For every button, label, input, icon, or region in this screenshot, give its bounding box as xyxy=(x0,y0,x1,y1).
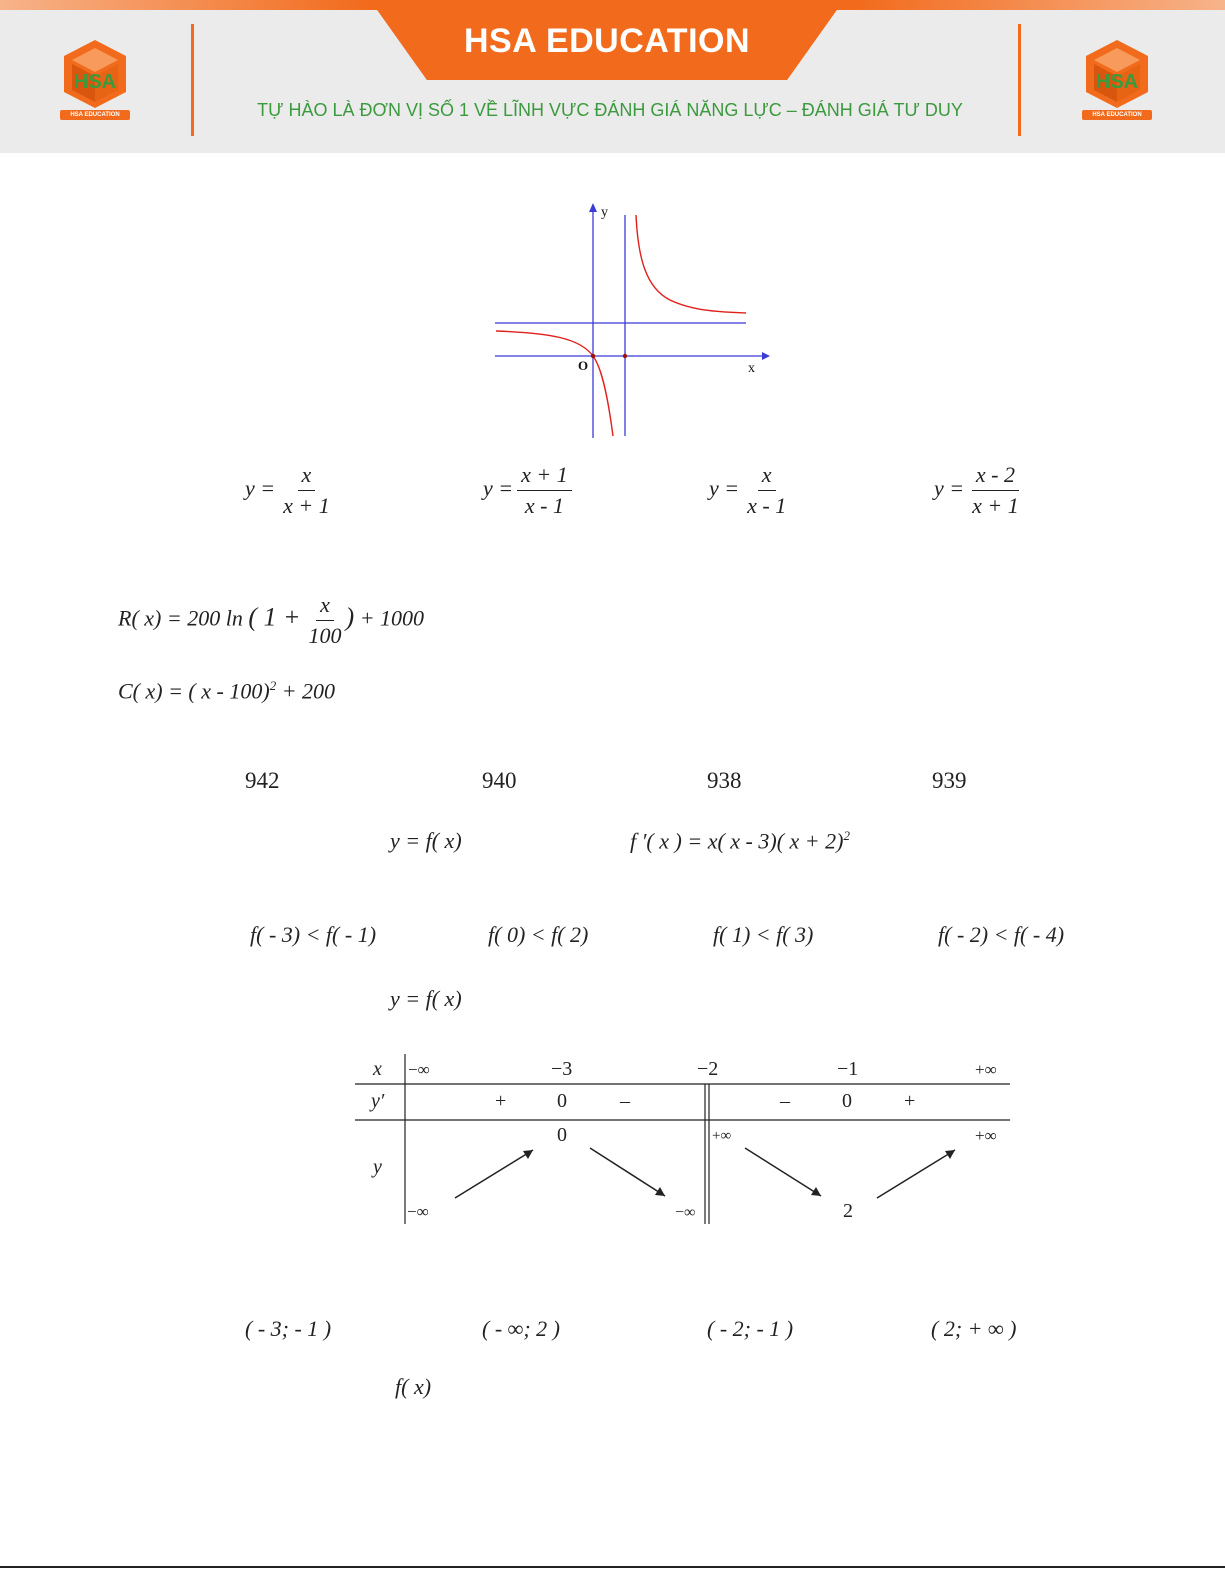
q3-derivative: f ′( x ) = x( x - 3)( x + 2)$^2$ xyxy=(630,828,850,854)
q1-option-a: y = $\frac{x}{x + 1}$ xyxy=(245,462,330,518)
q4-option-d: ( 2; + ∞ ) xyxy=(931,1316,1017,1341)
hyperbola-graph xyxy=(490,198,775,443)
hsa-logo-left xyxy=(60,38,130,122)
origin-label: O xyxy=(578,358,589,373)
q2-option-a: 942 xyxy=(245,768,280,793)
table-sign: 0 xyxy=(557,1090,567,1112)
x-axis-label: x xyxy=(748,361,755,376)
q5-function: f( x) xyxy=(395,1374,432,1399)
q1-option-d: y = $\frac{x - 2}{x + 1}$ xyxy=(934,462,1019,518)
table-x-value: −1 xyxy=(837,1058,859,1080)
table-y-value: +∞ xyxy=(975,1126,997,1145)
curve-right-branch xyxy=(636,215,746,313)
q4-option-b: ( - ∞; 2 ) xyxy=(482,1316,560,1341)
increase-arrow xyxy=(877,1150,955,1198)
q4-option-c: ( - 2; - 1 ) xyxy=(707,1316,794,1341)
q4-option-a: ( - 3; - 1 ) xyxy=(245,1316,332,1341)
table-x-value: −3 xyxy=(551,1058,573,1080)
hsa-logo-icon xyxy=(1082,38,1152,110)
q1-option-c: y = $\frac{x}{x - 1}$ xyxy=(709,462,787,518)
q3-option-a: f( - 3) < f( - 1) xyxy=(250,922,377,947)
table-y-value: −∞ xyxy=(675,1204,696,1221)
q3-option-c: f( 1) < f( 3) xyxy=(713,922,814,947)
table-y-value: −∞ xyxy=(407,1202,429,1221)
cost-formula: C( x) = ( x - 100)$^2$ + 200 xyxy=(118,678,336,704)
page-header xyxy=(0,0,1225,153)
variation-table xyxy=(355,1052,1010,1232)
header-divider-left xyxy=(191,24,194,136)
header-divider-right xyxy=(1018,24,1021,136)
q1-option-b: y = $\frac{x + 1}{x - 1}$ xyxy=(483,462,572,519)
q3-function: y = f( x) xyxy=(390,828,462,853)
table-row-y-label: y xyxy=(373,1156,382,1178)
x-intercept-point xyxy=(623,354,627,358)
increase-arrow xyxy=(455,1150,533,1198)
brand-slogan: TỰ HÀO LÀ ĐƠN VỊ SỐ 1 VỀ LĨNH VỰC ĐÁNH GIÁ NĂNG LỰC – ĐÁNH GIÁ TƯ DUY xyxy=(257,100,963,120)
y-axis-arrow-icon xyxy=(589,203,597,212)
footer-rule xyxy=(0,1566,1225,1568)
table-x-value: +∞ xyxy=(975,1060,997,1079)
hsa-logo-icon xyxy=(60,38,130,110)
svg-text:HSA: HSA xyxy=(73,71,117,93)
origin-point xyxy=(591,354,595,358)
decrease-arrow xyxy=(590,1148,665,1196)
revenue-formula: R( x) = 200 ln ( 1 + $\frac{x}{100}$ ) + 1000 xyxy=(118,592,425,648)
q3-option-d: f( - 2) < f( - 4) xyxy=(938,922,1065,947)
table-sign: – xyxy=(780,1090,790,1112)
table-y-value: 0 xyxy=(557,1124,567,1146)
q2-option-d: 939 xyxy=(932,768,967,793)
table-sign: – xyxy=(620,1090,630,1112)
q3-option-b: f( 0) < f( 2) xyxy=(488,922,589,947)
x-axis-arrow-icon xyxy=(762,352,770,360)
brand-title: HSA EDUCATION xyxy=(463,22,751,60)
curve-left-branch xyxy=(496,331,613,436)
hsa-logo-right xyxy=(1082,38,1152,122)
q2-option-b: 940 xyxy=(482,768,517,793)
decrease-arrow xyxy=(745,1148,821,1196)
table-row-x-label: x xyxy=(373,1058,382,1080)
svg-text:HSA: HSA xyxy=(1095,71,1139,93)
y-axis-label: y xyxy=(601,205,608,220)
logo-caption: HSA EDUCATION xyxy=(1082,110,1152,120)
table-x-value: −∞ xyxy=(408,1060,430,1079)
q4-function: y = f( x) xyxy=(390,986,462,1011)
table-row-yprime-label: y′ xyxy=(371,1090,385,1112)
table-sign: + xyxy=(495,1090,507,1112)
arrow-head-icon xyxy=(655,1187,665,1196)
table-sign: + xyxy=(904,1090,916,1112)
table-x-value: −2 xyxy=(697,1058,719,1080)
logo-caption: HSA EDUCATION xyxy=(60,110,130,120)
table-sign: 0 xyxy=(842,1090,852,1112)
table-y-value: 2 xyxy=(843,1200,853,1222)
q2-option-c: 938 xyxy=(707,768,742,793)
table-y-value: +∞ xyxy=(712,1128,732,1144)
